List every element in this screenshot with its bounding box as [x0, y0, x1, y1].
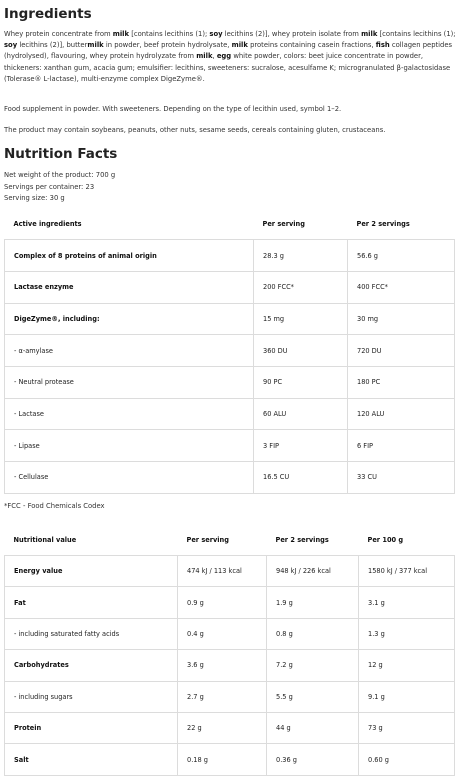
table-row	[5, 271, 455, 303]
ingredient-text: in powder, beef protein hydrolysate,	[103, 41, 232, 50]
per-100g-cell: 1.3 g	[359, 618, 455, 649]
allergen-highlight: soy	[4, 41, 18, 50]
per-serving-cell: 90 PC	[254, 366, 348, 398]
per-100g-cell: 3.1 g	[359, 587, 455, 618]
per-serving-cell: 22 g	[178, 712, 267, 743]
per-serving-cell: 28.3 g	[254, 240, 348, 272]
col-header-per-2-servings: Per 2 servings	[275, 536, 329, 544]
col-header-per-serving: Per serving	[262, 219, 305, 228]
allergen-highlight: fish	[375, 41, 390, 50]
per-2-servings-cell: 0.8 g	[267, 618, 359, 649]
ingredient-text: ,	[212, 52, 217, 61]
allergen-highlight: soy	[209, 30, 223, 38]
per-serving-cell: 0.18 g	[178, 744, 267, 775]
per-2-servings-cell: 33 CU	[348, 462, 455, 494]
col-header-per-2-servings: Per 2 servings	[356, 219, 410, 228]
ingredient-text: lecithins (2)], butter	[17, 41, 88, 50]
table-row	[5, 430, 455, 462]
table-row	[5, 650, 455, 681]
allergen-note: The product may contain soybeans, peanuts, other nuts, sesame seeds, cereals containing gluten, crustaceans.	[4, 126, 386, 134]
per-2-servings-cell: 6 FIP	[348, 430, 455, 462]
nutrient-name-cell: Protein	[5, 712, 178, 743]
table-row	[5, 398, 455, 430]
ingredient-name-cell: - Lipase	[5, 430, 254, 462]
per-serving-cell: 60 ALU	[254, 398, 348, 430]
active-ingredients-table	[4, 208, 455, 494]
per-2-servings-cell: 0.36 g	[267, 744, 359, 775]
per-serving-cell: 3.6 g	[178, 650, 267, 681]
table-row	[5, 303, 455, 335]
per-serving-cell: 200 FCC*	[254, 271, 348, 303]
allergen-highlight: milk	[112, 30, 130, 38]
ingredient-name-cell: - Cellulase	[5, 462, 254, 494]
allergen-highlight: milk	[196, 52, 213, 61]
per-serving-cell: 0.9 g	[178, 587, 267, 618]
per-2-servings-cell: 180 PC	[348, 366, 455, 398]
ingredient-name-cell: DigeZyme®, including:	[5, 303, 254, 335]
per-2-servings-cell: 120 ALU	[348, 398, 455, 430]
table-row	[5, 618, 455, 649]
ingredient-name-cell: Complex of 8 proteins of animal origin	[5, 240, 254, 272]
ingredient-text: proteins containing casein fractions,	[247, 41, 376, 50]
per-100g-cell: 0.60 g	[359, 744, 455, 775]
table-row	[5, 335, 455, 367]
ingredient-text: lecithins (2)], whey protein isolate from	[222, 30, 362, 38]
per-2-servings-cell: 44 g	[267, 712, 359, 743]
fcc-footnote: *FCC - Food Chemicals Codex	[4, 502, 105, 510]
nutrient-name-cell: - including sugars	[5, 681, 178, 712]
nutrient-name-cell: Fat	[5, 587, 178, 618]
per-2-servings-cell: 1.9 g	[267, 587, 359, 618]
per-serving-cell: 15 mg	[254, 303, 348, 335]
per-serving-cell: 3 FIP	[254, 430, 348, 462]
table-row	[5, 681, 455, 712]
ingredient-text: white powder, colors: beet juice concentrate in powder, thickeners: xanthan gum, acacia gum; emulsifier: lecithins, sweeteners: sucralose, acesulfame K; microgranulated β-galactosidase (Tolerase® L-lactase), multi-enzyme complex DigeZyme®.	[4, 52, 451, 83]
per-serving-cell: 360 DU	[254, 335, 348, 367]
per-100g-cell: 1580 kJ / 377 kcal	[359, 556, 455, 587]
allergen-highlight: milk	[361, 30, 378, 38]
per-2-servings-cell: 400 FCC*	[348, 271, 455, 303]
allergen-highlight: milk	[87, 41, 104, 50]
per-100g-cell: 9.1 g	[359, 681, 455, 712]
per-2-servings-cell: 30 mg	[348, 303, 455, 335]
nutrition-facts-heading: Nutrition Facts	[4, 146, 118, 162]
per-100g-cell: 12 g	[359, 650, 455, 681]
nutrient-name-cell: - including saturated fatty acids	[5, 618, 178, 649]
servings-per-container: Servings per container: 23	[4, 182, 95, 191]
table-row	[5, 556, 455, 587]
table-row	[5, 240, 455, 272]
ingredient-name-cell: - α-amylase	[5, 335, 254, 367]
table-row	[5, 587, 455, 618]
per-2-servings-cell: 7.2 g	[267, 650, 359, 681]
nutrient-name-cell: Energy value	[5, 556, 178, 587]
nutrient-name-cell: Salt	[5, 744, 178, 775]
per-serving-cell: 474 kJ / 113 kcal	[178, 556, 267, 587]
per-2-servings-cell: 948 kJ / 226 kcal	[267, 556, 359, 587]
nutritional-value-table	[4, 525, 455, 776]
per-2-servings-cell: 720 DU	[348, 335, 455, 367]
ingredient-text: Whey protein concentrate from	[4, 30, 113, 38]
serving-size: Serving size: 30 g	[4, 194, 65, 202]
product-meta	[4, 170, 115, 205]
ingredients-composition	[4, 29, 456, 85]
ingredient-name-cell: - Neutral protease	[5, 366, 254, 398]
ingredient-name-cell: - Lactase	[5, 398, 254, 430]
net-weight: Net weight of the product: 700 g	[4, 171, 116, 179]
ingredients-heading: Ingredients	[4, 6, 92, 22]
ingredient-name-cell: Lactase enzyme	[5, 271, 254, 303]
table-row	[5, 462, 455, 494]
per-100g-cell: 73 g	[359, 712, 455, 743]
table-row	[5, 366, 455, 398]
ingredient-text: [contains lecithins (1);	[377, 30, 456, 38]
col-header-nutritional-value: Nutritional value	[13, 536, 77, 544]
table-row	[5, 744, 455, 775]
per-serving-cell: 2.7 g	[178, 681, 267, 712]
per-serving-cell: 16.5 CU	[254, 462, 348, 494]
ingredient-text: collagen peptides (hydrolysed), flavouring, whey protein hydrolyzate from	[4, 41, 453, 61]
col-header-active: Active ingredients	[13, 219, 82, 228]
per-2-servings-cell: 56.6 g	[348, 240, 455, 272]
per-serving-cell: 0.4 g	[178, 618, 267, 649]
nutrient-name-cell: Carbohydrates	[5, 650, 178, 681]
col-header-per-serving: Per serving	[186, 536, 229, 544]
ingredient-text: [contains lecithins (1);	[129, 30, 210, 38]
supplement-note: Food supplement in powder. With sweeteners. Depending on the type of lecithin used, symbol 1–2.	[4, 105, 342, 113]
allergen-highlight: milk	[231, 41, 248, 50]
table-row	[5, 712, 455, 743]
per-2-servings-cell: 5.5 g	[267, 681, 359, 712]
col-header-per-100g: Per 100 g	[367, 536, 404, 544]
allergen-highlight: egg	[216, 52, 232, 61]
